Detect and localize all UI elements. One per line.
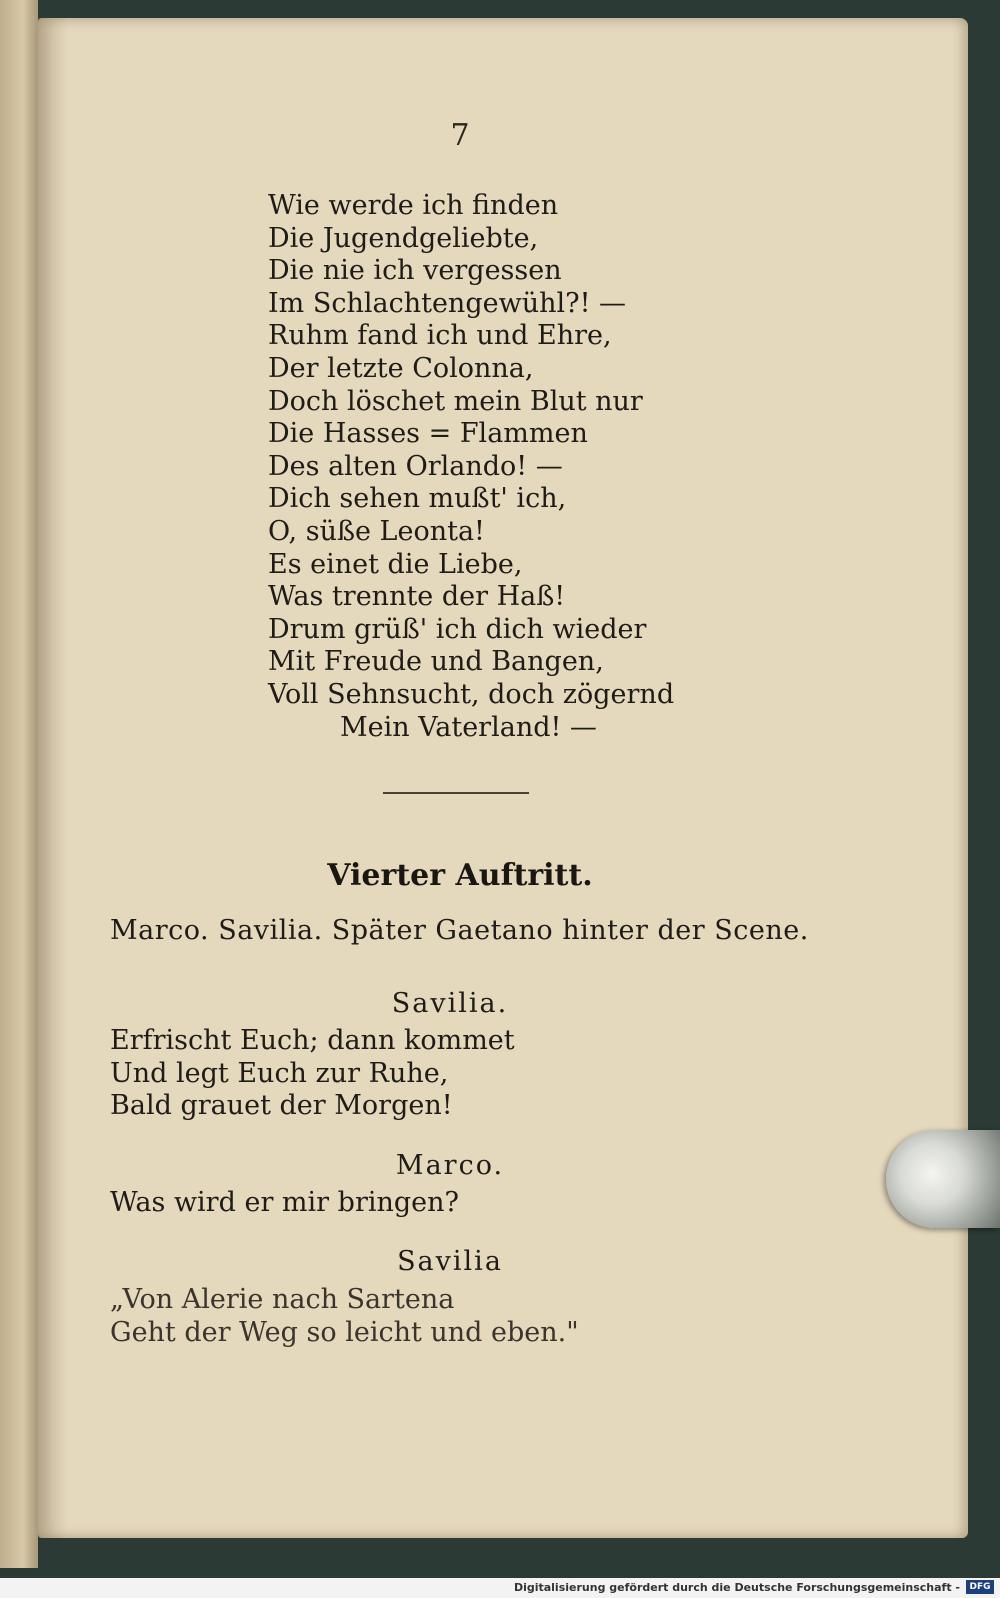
- verse-line: Dich sehen mußt' ich,: [268, 483, 567, 515]
- speech-line: „Von Alerie nach Sartena: [110, 1284, 455, 1315]
- verse-line: Es einet die Liebe,: [268, 548, 523, 580]
- speech-line: Bald grauet der Morgen!: [110, 1090, 453, 1121]
- verse-line: Die Hasses = Flammen: [268, 418, 588, 450]
- page-gutter-shadow: [38, 18, 68, 1538]
- dfg-logo: DFG: [966, 1580, 994, 1594]
- footer-credit: Digitalisierung gefördert durch die Deutsche Forschungsgemeinschaft -: [513, 1581, 960, 1594]
- speech-block: [110, 1284, 579, 1349]
- verse-line: Voll Sehnsucht, doch zögernd: [268, 678, 675, 710]
- speech-line: Was wird er mir bringen?: [110, 1187, 459, 1218]
- page-clip: [886, 1130, 1000, 1228]
- speech-line: Geht der Weg so leicht und eben.": [110, 1316, 579, 1348]
- page-number: 7: [450, 118, 470, 153]
- speech-line: Und legt Euch zur Ruhe,: [110, 1057, 449, 1089]
- verse-line: Die nie ich vergessen: [268, 255, 562, 287]
- verse-line: Der letzte Colonna,: [268, 352, 534, 384]
- verse-line: Mein Vaterland! —: [340, 711, 597, 743]
- verse-line: O, süße Leonta!: [268, 515, 485, 547]
- verse-line: Im Schlachtengewühl?! —: [268, 287, 627, 319]
- verse-line: Doch löschet mein Blut nur: [268, 385, 643, 417]
- verse-line: Ruhm fand ich und Ehre,: [268, 320, 612, 352]
- scene-heading: Vierter Auftritt.: [327, 858, 593, 893]
- section-divider: [383, 792, 529, 794]
- speaker-name: Marco.: [395, 1150, 505, 1181]
- verse-block: [268, 190, 674, 744]
- facing-page-edge: [0, 0, 38, 1568]
- speaker-name: Savilia.: [391, 988, 509, 1019]
- speech-line: Erfrischt Euch; dann kommet: [110, 1025, 515, 1056]
- speech-block: [110, 1025, 515, 1123]
- verse-line: Des alten Orlando! —: [268, 450, 563, 482]
- speaker-name: Savilia: [397, 1246, 503, 1277]
- verse-line: Mit Freude und Bangen,: [268, 646, 604, 678]
- verse-line: Drum grüß' ich dich wieder: [268, 613, 647, 645]
- speech-block: [110, 1187, 459, 1220]
- cast-list: Marco. Savilia. Später Gaetano hinter der Scene.: [110, 915, 809, 946]
- verse-line: Was trennte der Haß!: [268, 581, 566, 613]
- verse-line: Die Jugendgeliebte,: [268, 222, 539, 254]
- verse-line: Wie werde ich finden: [268, 190, 559, 221]
